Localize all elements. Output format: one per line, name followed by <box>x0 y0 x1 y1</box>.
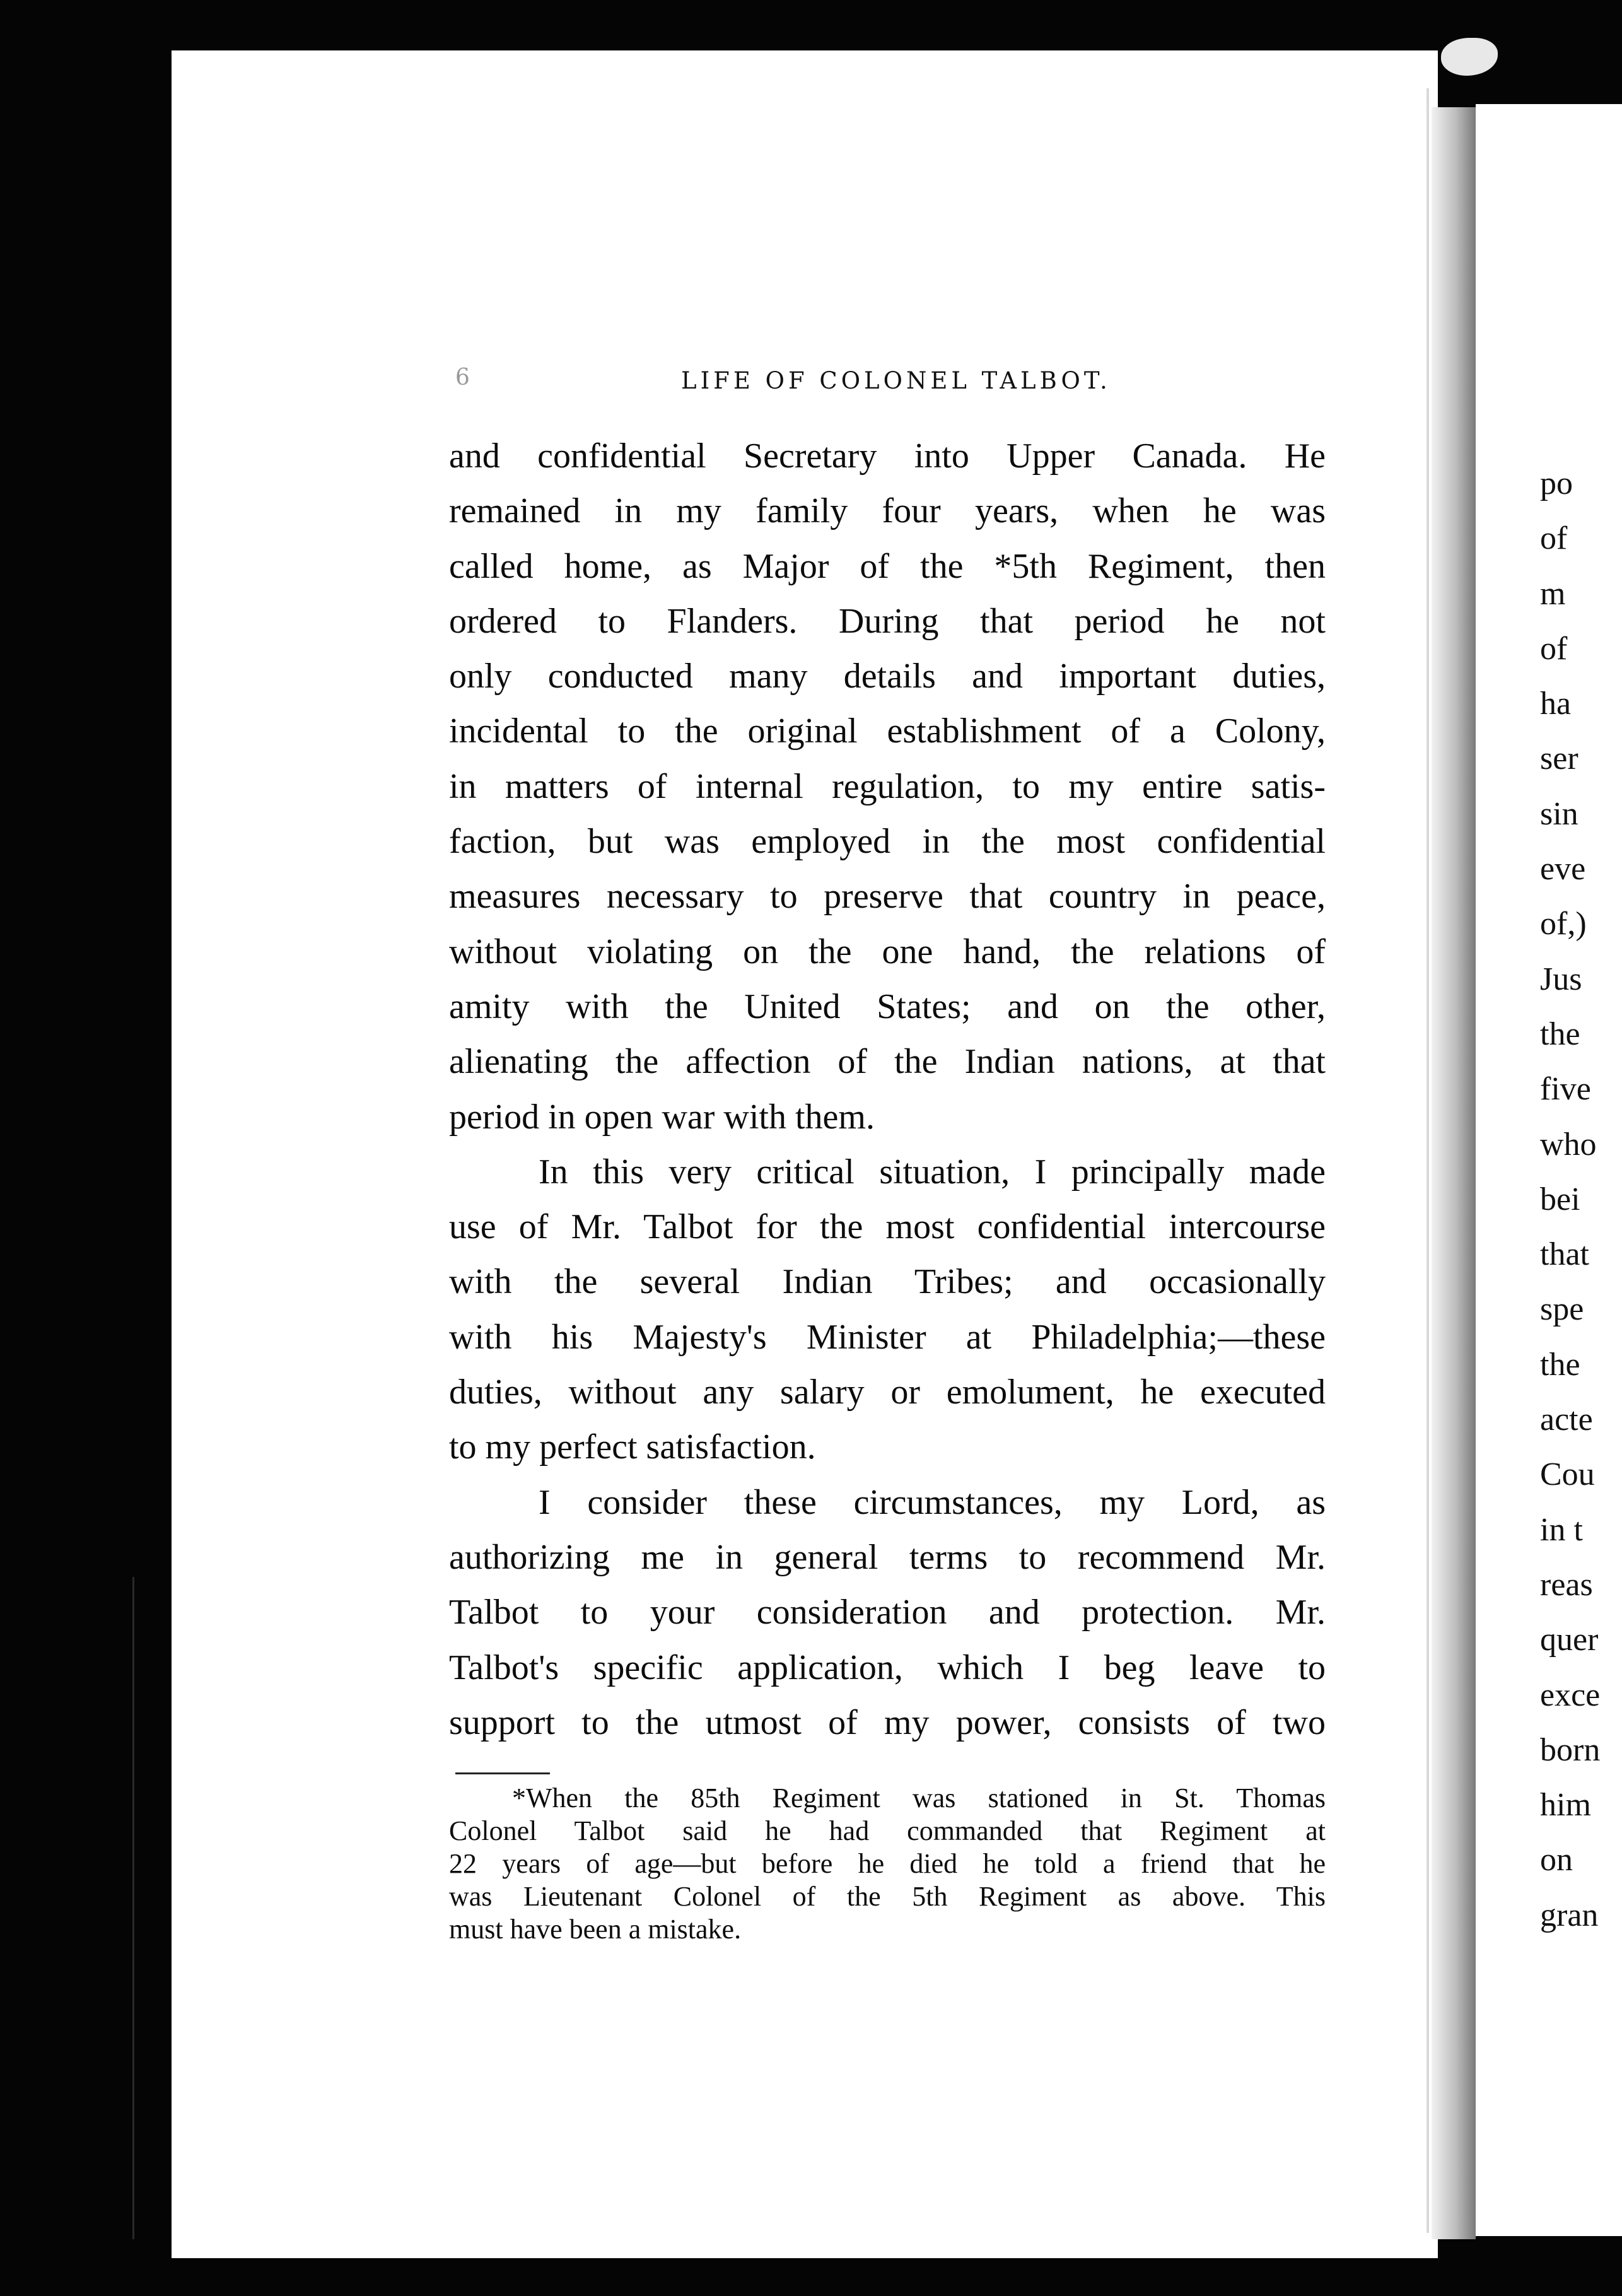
fragment: eve <box>1540 851 1586 887</box>
text-line: faction, but was employed in the most confidential <box>449 822 1326 862</box>
facing-page-fragments <box>1540 456 1600 1943</box>
fragment: po <box>1540 466 1573 501</box>
text-line: duties, without any salary or emolument, he executed <box>449 1373 1326 1412</box>
text-line: called home, as Major of the *5th Regiment, then <box>449 546 1326 586</box>
book-gutter <box>1427 88 1429 2233</box>
fragment: reas <box>1540 1566 1593 1603</box>
fragment: m <box>1540 575 1566 612</box>
fragment: in t <box>1540 1511 1583 1548</box>
text-line: measures necessary to preserve that country in peace, <box>449 877 1326 917</box>
page-number: 6 <box>455 365 470 390</box>
fragment: ha <box>1540 686 1572 722</box>
fragment: acte <box>1540 1402 1593 1438</box>
footnote-line: *When the 85th Regiment was stationed in St. Thomas <box>512 1783 1326 1813</box>
footnote-line: 22 years of age—but before he died he told a friend that he <box>449 1848 1326 1879</box>
fragment: bei <box>1540 1181 1580 1217</box>
footnote-rule <box>455 1772 550 1774</box>
text-line: to my perfect satisfaction. <box>449 1427 816 1467</box>
fragment: ser <box>1540 741 1578 777</box>
fragment: quer <box>1540 1622 1599 1658</box>
footnote-line: must have been a mistake. <box>449 1914 742 1945</box>
fragment: the <box>1540 1016 1580 1052</box>
text-line: use of Mr. Talbot for the most confidential intercourse <box>449 1207 1326 1247</box>
text-line: only conducted many details and important duties, <box>449 657 1326 696</box>
gutter-shadow <box>1432 107 1476 2239</box>
text-line: with the several Indian Tribes; and occasionally <box>449 1262 1326 1302</box>
fragment: who <box>1540 1126 1597 1163</box>
text-line: remained in my family four years, when he was <box>449 491 1326 531</box>
fragment: sin <box>1540 795 1578 832</box>
text-line: in matters of internal regulation, to my entire satis- <box>449 766 1326 806</box>
fragment: Cou <box>1540 1456 1595 1493</box>
fragment: born <box>1540 1731 1601 1768</box>
text-line: incidental to the original establishment of a Colony, <box>449 712 1326 751</box>
footnote-line: Colonel Talbot said he had commanded that Regiment at <box>449 1815 1326 1846</box>
text-line: period in open war with them. <box>449 1097 875 1137</box>
footnote <box>449 1782 1326 1946</box>
text-line: I consider these circumstances, my Lord, as <box>539 1482 1326 1522</box>
text-line: and confidential Secretary into Upper Canada. He <box>449 436 1326 476</box>
fragment: gran <box>1540 1897 1599 1933</box>
page-edge-marks <box>132 1577 166 2239</box>
fragment: that <box>1540 1236 1589 1273</box>
text-line: ordered to Flanders. During that period he not <box>449 601 1326 641</box>
fragment: spe <box>1540 1291 1584 1328</box>
fragment: five <box>1540 1071 1591 1108</box>
fragment: of,) <box>1540 906 1587 942</box>
text-line: alienating the affection of the Indian nations, at that <box>449 1042 1326 1082</box>
fragment: of <box>1540 520 1568 557</box>
text-line: amity with the United States; and on the other, <box>449 987 1326 1026</box>
text-line: with his Majesty's Minister at Philadelphia;—these <box>449 1317 1326 1357</box>
running-head: LIFE OF COLONEL TALBOT. <box>681 367 1111 394</box>
body-text <box>449 429 1326 1750</box>
fragment: exce <box>1540 1677 1601 1713</box>
text-line: authorizing me in general terms to recommend Mr. <box>449 1537 1326 1577</box>
text-line: Talbot's specific application, which I beg leave to <box>449 1648 1326 1687</box>
fragment: Jus <box>1540 961 1582 997</box>
text-line: Talbot to your consideration and protection. Mr. <box>449 1593 1326 1632</box>
text-line: without violating on the one hand, the relations of <box>449 932 1326 971</box>
fragment: the <box>1540 1346 1580 1383</box>
fragment: of <box>1540 630 1568 667</box>
footnote-line: was Lieutenant Colonel of the 5th Regiment as above. This <box>449 1881 1326 1912</box>
fragment: him <box>1540 1787 1591 1824</box>
text-line: In this very critical situation, I principally made <box>539 1152 1326 1192</box>
text-line: support to the utmost of my power, consists of two <box>449 1702 1326 1742</box>
fragment: on <box>1540 1842 1573 1878</box>
